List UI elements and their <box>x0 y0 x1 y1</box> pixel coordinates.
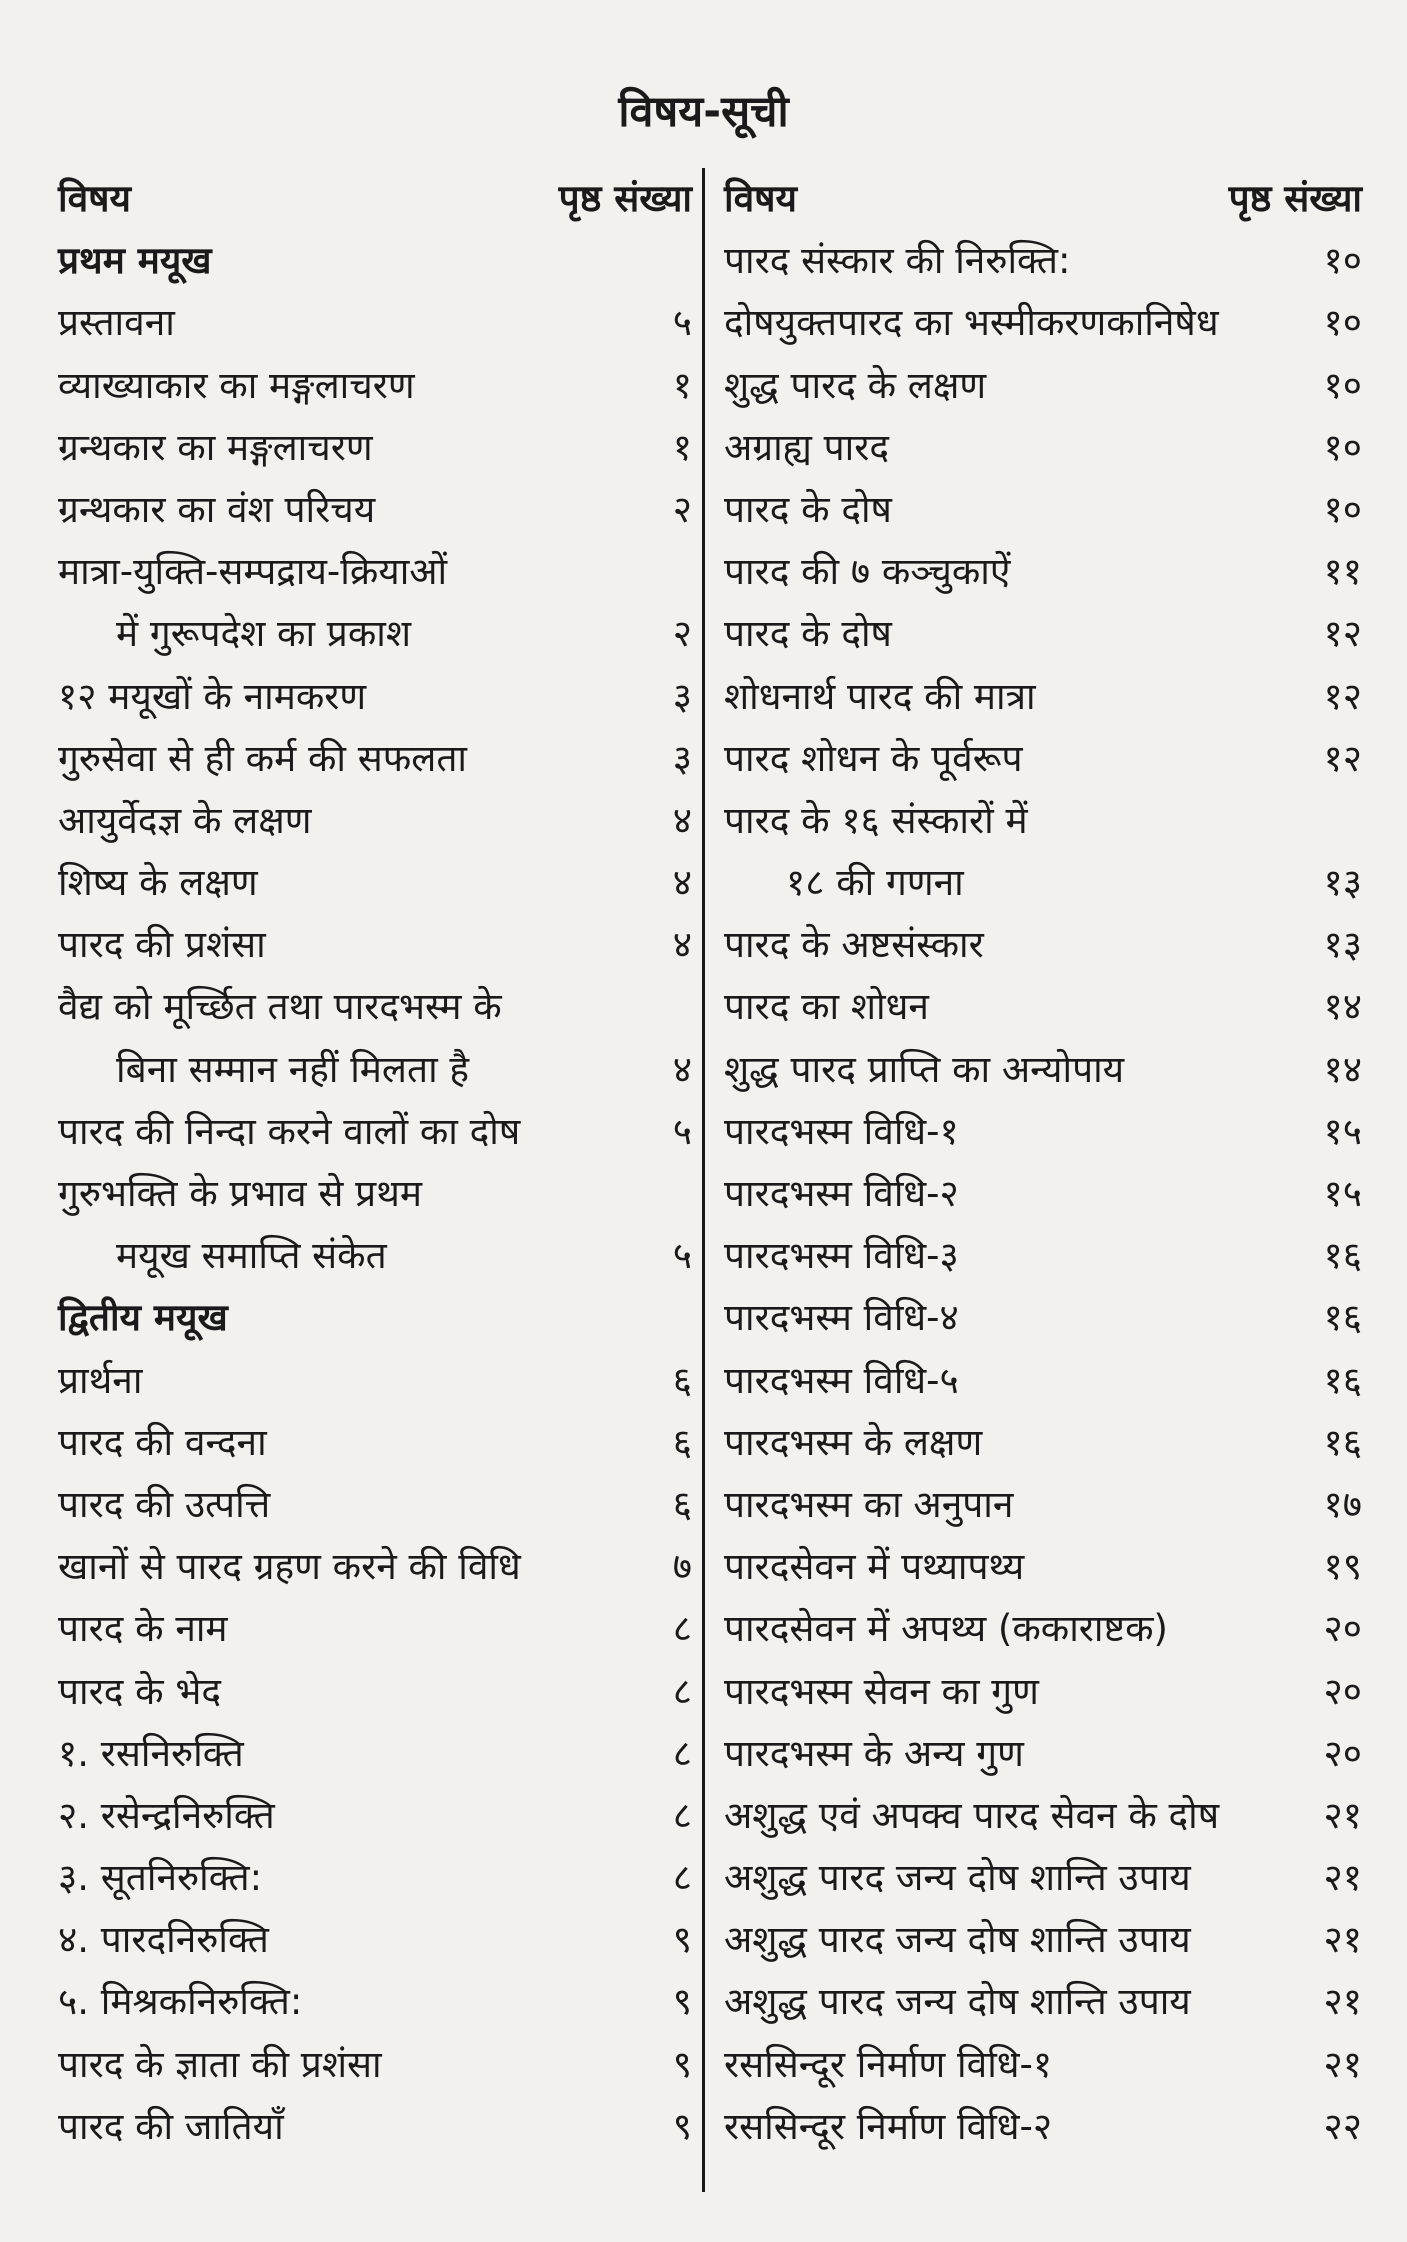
entry-page-number: १४ <box>1323 1047 1362 1091</box>
entry-page-number: १६ <box>1323 1234 1362 1278</box>
entry-topic: पारद के दोष <box>724 487 892 531</box>
header-topic: विषय <box>58 177 132 220</box>
entry-page-number: ५ <box>672 1109 692 1153</box>
entry-page-number: ६ <box>672 1358 692 1402</box>
toc-entry <box>724 479 1362 541</box>
toc-entry <box>58 1101 692 1163</box>
toc-entry <box>58 728 692 790</box>
entry-topic: शुद्ध पारद के लक्षण <box>724 363 987 407</box>
entry-topic: अशुद्ध पारद जन्य दोष शान्ति उपाय <box>724 1856 1191 1900</box>
entry-page-number: १७ <box>1323 1482 1362 1526</box>
entry-page-number: ४ <box>672 923 692 967</box>
toc-entry <box>58 666 692 728</box>
toc-entry <box>724 1287 1362 1349</box>
header-page: पृष्ठ संख्या <box>558 177 692 220</box>
entry-topic: पारद की प्रशंसा <box>58 923 266 967</box>
toc-entry <box>724 1350 1362 1412</box>
entry-topic: पारदभस्म विधि-५ <box>724 1358 959 1402</box>
entry-page-number: १० <box>1323 363 1362 407</box>
header-topic: विषय <box>724 177 798 220</box>
toc-entry <box>724 976 1362 1038</box>
entry-page-number: ९ <box>672 2104 692 2148</box>
entry-page-number: ६ <box>672 1420 692 1464</box>
toc-entry <box>724 790 1362 852</box>
entry-page-number: ७ <box>672 1545 692 1589</box>
entry-topic: मात्रा-युक्ति-सम्पद्राय-क्रियाओं <box>58 550 448 594</box>
toc-entry <box>58 355 692 417</box>
entry-topic: शुद्ध पारद प्राप्ति का अन्योपाय <box>724 1047 1125 1091</box>
entry-topic: ग्रन्थकार का मङ्गलाचरण <box>58 425 373 469</box>
toc-entry <box>58 1909 692 1971</box>
entry-topic: दोषयुक्तपारद का भस्मीकरणकानिषेध <box>724 301 1219 345</box>
entry-topic: पारद के अष्टसंस्कार <box>724 923 984 967</box>
toc-entry <box>58 292 692 354</box>
toc-entry <box>724 1661 1362 1723</box>
entry-page-number: २१ <box>1323 1980 1362 2024</box>
entry-page-number: ८ <box>672 1856 692 1900</box>
entry-topic: पारद की निन्दा करने वालों का दोष <box>58 1109 521 1153</box>
entry-topic: पारद शोधन के पूर्वरूप <box>724 736 1023 780</box>
entry-page-number: २१ <box>1323 1918 1362 1962</box>
entry-topic: पारद के १६ संस्कारों में <box>724 798 1028 842</box>
entry-topic: गुरुसेवा से ही कर्म की सफलता <box>58 736 468 780</box>
entry-topic: १८ की गणना <box>786 861 964 905</box>
entry-page-number: ४ <box>672 861 692 905</box>
header-page: पृष्ठ संख्या <box>1228 177 1362 220</box>
entry-page-number: ३ <box>672 736 692 780</box>
toc-entry <box>724 1474 1362 1536</box>
toc-entry <box>724 292 1362 354</box>
entry-page-number: १ <box>672 363 692 407</box>
toc-entry <box>724 355 1362 417</box>
toc-entry <box>724 914 1362 976</box>
entry-page-number: १२ <box>1323 736 1362 780</box>
entry-topic: पारदभस्म विधि-२ <box>724 1172 959 1215</box>
toc-header-right <box>724 168 1362 230</box>
toc-header-left <box>58 168 692 230</box>
toc-entry <box>58 479 692 541</box>
entry-topic: पारदभस्म का अनुपान <box>724 1482 1014 1526</box>
toc-entry <box>724 1536 1362 1598</box>
entry-topic: प्रार्थना <box>58 1358 143 1402</box>
entry-topic: पारद के ज्ञाता की प्रशंसा <box>58 2042 382 2086</box>
toc-entry <box>724 230 1362 292</box>
toc-entry <box>58 1598 692 1660</box>
entry-topic: मयूख समाप्ति संकेत <box>116 1234 387 1278</box>
entry-page-number: ८ <box>672 1731 692 1775</box>
entry-page-number: १ <box>672 425 692 469</box>
entry-page-number: ६ <box>672 1482 692 1526</box>
entry-page-number: १६ <box>1323 1420 1362 1464</box>
toc-entry <box>724 1971 1362 2033</box>
entry-topic: पारदभस्म विधि-४ <box>724 1296 959 1340</box>
toc-entry <box>724 1598 1362 1660</box>
entry-topic: पारद के नाम <box>58 1607 228 1651</box>
toc-entry <box>58 1412 692 1474</box>
toc-right-column <box>724 168 1362 2158</box>
entry-topic: १. रसनिरुक्ति <box>58 1731 244 1775</box>
toc-entry <box>58 1661 692 1723</box>
entry-page-number: २१ <box>1323 1856 1362 1900</box>
toc-entry <box>724 852 1362 914</box>
toc-entry <box>58 852 692 914</box>
toc-entry <box>58 1536 692 1598</box>
entry-topic: पारद के भेद <box>58 1669 221 1713</box>
toc-entry <box>58 417 692 479</box>
entry-topic: पारदभस्म विधि-१ <box>724 1109 959 1153</box>
toc-entry <box>58 1785 692 1847</box>
entry-topic: रससिन्दूर निर्माण विधि-१ <box>724 2042 1053 2086</box>
entry-page-number: १० <box>1323 301 1362 345</box>
entry-page-number: ४ <box>672 1047 692 1091</box>
entry-topic: अशुद्ध पारद जन्य दोष शान्ति उपाय <box>724 1918 1191 1962</box>
entry-topic: वैद्य को मूर्च्छित तथा पारदभस्म के <box>58 985 502 1029</box>
toc-entry <box>724 1163 1362 1225</box>
entry-topic: पारदभस्म विधि-३ <box>724 1234 959 1278</box>
entry-topic: पारद का शोधन <box>724 985 929 1029</box>
entry-topic: पारद की वन्दना <box>58 1420 267 1464</box>
column-divider <box>702 168 705 2192</box>
toc-entry <box>58 2034 692 2096</box>
entry-page-number: १६ <box>1323 1296 1362 1340</box>
toc-entry <box>58 976 692 1038</box>
entry-topic: प्रस्तावना <box>58 301 175 345</box>
toc-entry <box>58 1847 692 1909</box>
toc-entry <box>724 1909 1362 1971</box>
entry-topic: बिना सम्मान नहीं मिलता है <box>116 1047 470 1091</box>
entry-page-number: १९ <box>1323 1545 1362 1589</box>
toc-entry <box>724 1225 1362 1287</box>
entry-topic: पारदभस्म के अन्य गुण <box>724 1731 1024 1775</box>
entry-topic: आयुर्वेदज्ञ के लक्षण <box>58 798 312 842</box>
entry-topic: पारद की उत्पत्ति <box>58 1482 271 1526</box>
entry-topic: पारद की जातियाँ <box>58 2104 284 2148</box>
entry-topic: अशुद्ध एवं अपक्व पारद सेवन के दोष <box>724 1793 1220 1837</box>
entry-page-number: ५ <box>672 1234 692 1278</box>
entry-page-number: १४ <box>1323 985 1362 1029</box>
entry-topic: शिष्य के लक्षण <box>58 861 258 905</box>
toc-entry <box>58 1971 692 2033</box>
toc-entry <box>58 1474 692 1536</box>
entry-topic: अग्राह्य पारद <box>724 425 889 469</box>
entry-page-number: २ <box>672 487 692 531</box>
entry-page-number: ९ <box>672 2042 692 2086</box>
toc-entry <box>724 1039 1362 1101</box>
toc-left-column <box>58 168 692 2158</box>
entry-topic: पारदसेवन में पथ्यापथ्य <box>724 1545 1025 1589</box>
entry-page-number: १५ <box>1323 1172 1362 1215</box>
toc-entry <box>724 417 1362 479</box>
entry-topic: १२ मयूखों के नामकरण <box>58 674 367 718</box>
toc-entry <box>58 603 692 665</box>
toc-entry <box>724 728 1362 790</box>
entry-page-number: २० <box>1323 1607 1362 1651</box>
entry-topic: २. रसेन्द्रनिरुक्ति <box>58 1793 275 1837</box>
entry-page-number: २२ <box>1323 2104 1362 2148</box>
entry-page-number: ११ <box>1323 550 1362 594</box>
entry-topic: अशुद्ध पारद जन्य दोष शान्ति उपाय <box>724 1980 1191 2024</box>
entry-page-number: १० <box>1323 425 1362 469</box>
toc-entry <box>58 1039 692 1101</box>
entry-page-number: १५ <box>1323 1109 1362 1153</box>
entry-topic: पारदभस्म सेवन का गुण <box>724 1669 1039 1713</box>
entry-page-number: २० <box>1323 1731 1362 1775</box>
entry-topic: ग्रन्थकार का वंश परिचय <box>58 487 376 531</box>
entry-page-number: ८ <box>672 1793 692 1837</box>
entry-topic: ५. मिश्रकनिरुक्ति: <box>58 1980 303 2024</box>
entry-topic: प्रथम मयूख <box>58 239 212 283</box>
toc-entry <box>58 790 692 852</box>
toc-entry <box>724 1101 1362 1163</box>
toc-entry <box>724 2034 1362 2096</box>
toc-entry <box>58 1723 692 1785</box>
section-heading <box>58 1287 692 1349</box>
toc-entry <box>58 1350 692 1412</box>
entry-topic: ४. पारदनिरुक्ति <box>58 1918 269 1962</box>
toc-entry <box>724 603 1362 665</box>
entry-page-number: २ <box>672 612 692 656</box>
entry-page-number: १० <box>1323 487 1362 531</box>
entry-page-number: २१ <box>1323 1793 1362 1837</box>
entry-topic: में गुरूपदेश का प्रकाश <box>116 612 412 656</box>
entry-topic: पारद संस्कार की निरुक्ति: <box>724 239 1071 283</box>
toc-entry <box>724 1847 1362 1909</box>
page-title: विषय-सूची <box>618 87 789 137</box>
entry-page-number: १२ <box>1323 612 1362 656</box>
entry-page-number: १३ <box>1323 861 1362 905</box>
entry-page-number: १२ <box>1323 674 1362 718</box>
entry-page-number: ४ <box>672 798 692 842</box>
entry-topic: ३. सूतनिरुक्ति: <box>58 1856 263 1900</box>
toc-entry <box>58 541 692 603</box>
entry-topic: खानों से पारद ग्रहण करने की विधि <box>58 1545 521 1589</box>
entry-topic: व्याख्याकार का मङ्गलाचरण <box>58 363 415 407</box>
toc-entry <box>58 1163 692 1225</box>
entry-topic: पारदसेवन में अपथ्य (ककाराष्टक) <box>724 1607 1168 1651</box>
toc-entry <box>724 2096 1362 2158</box>
toc-entry <box>58 1225 692 1287</box>
toc-entry <box>58 2096 692 2158</box>
entry-page-number: १० <box>1323 239 1362 283</box>
entry-topic: पारद के दोष <box>724 612 892 656</box>
toc-entry <box>724 666 1362 728</box>
toc-entry <box>724 1723 1362 1785</box>
entry-topic: पारद की ७ कञ्चुकाऐं <box>724 550 1011 594</box>
entry-page-number: १६ <box>1323 1358 1362 1402</box>
entry-page-number: २१ <box>1323 2042 1362 2086</box>
toc-entry <box>724 1412 1362 1474</box>
toc-entry <box>724 541 1362 603</box>
toc-entry <box>724 1785 1362 1847</box>
entry-page-number: १३ <box>1323 923 1362 967</box>
entry-page-number: २० <box>1323 1669 1362 1713</box>
entry-page-number: ९ <box>672 1980 692 2024</box>
entry-topic: शोधनार्थ पारद की मात्रा <box>724 674 1036 718</box>
entry-topic: पारदभस्म के लक्षण <box>724 1420 983 1464</box>
entry-page-number: ८ <box>672 1669 692 1713</box>
entry-page-number: ८ <box>672 1607 692 1651</box>
entry-topic: गुरुभक्ति के प्रभाव से प्रथम <box>58 1172 422 1215</box>
entry-topic: द्वितीय मयूख <box>58 1296 228 1340</box>
entry-page-number: ९ <box>672 1918 692 1962</box>
entry-topic: रससिन्दूर निर्माण विधि-२ <box>724 2104 1053 2148</box>
section-heading <box>58 230 692 292</box>
entry-page-number: ५ <box>672 301 692 345</box>
toc-entry <box>58 914 692 976</box>
entry-page-number: ३ <box>672 674 692 718</box>
